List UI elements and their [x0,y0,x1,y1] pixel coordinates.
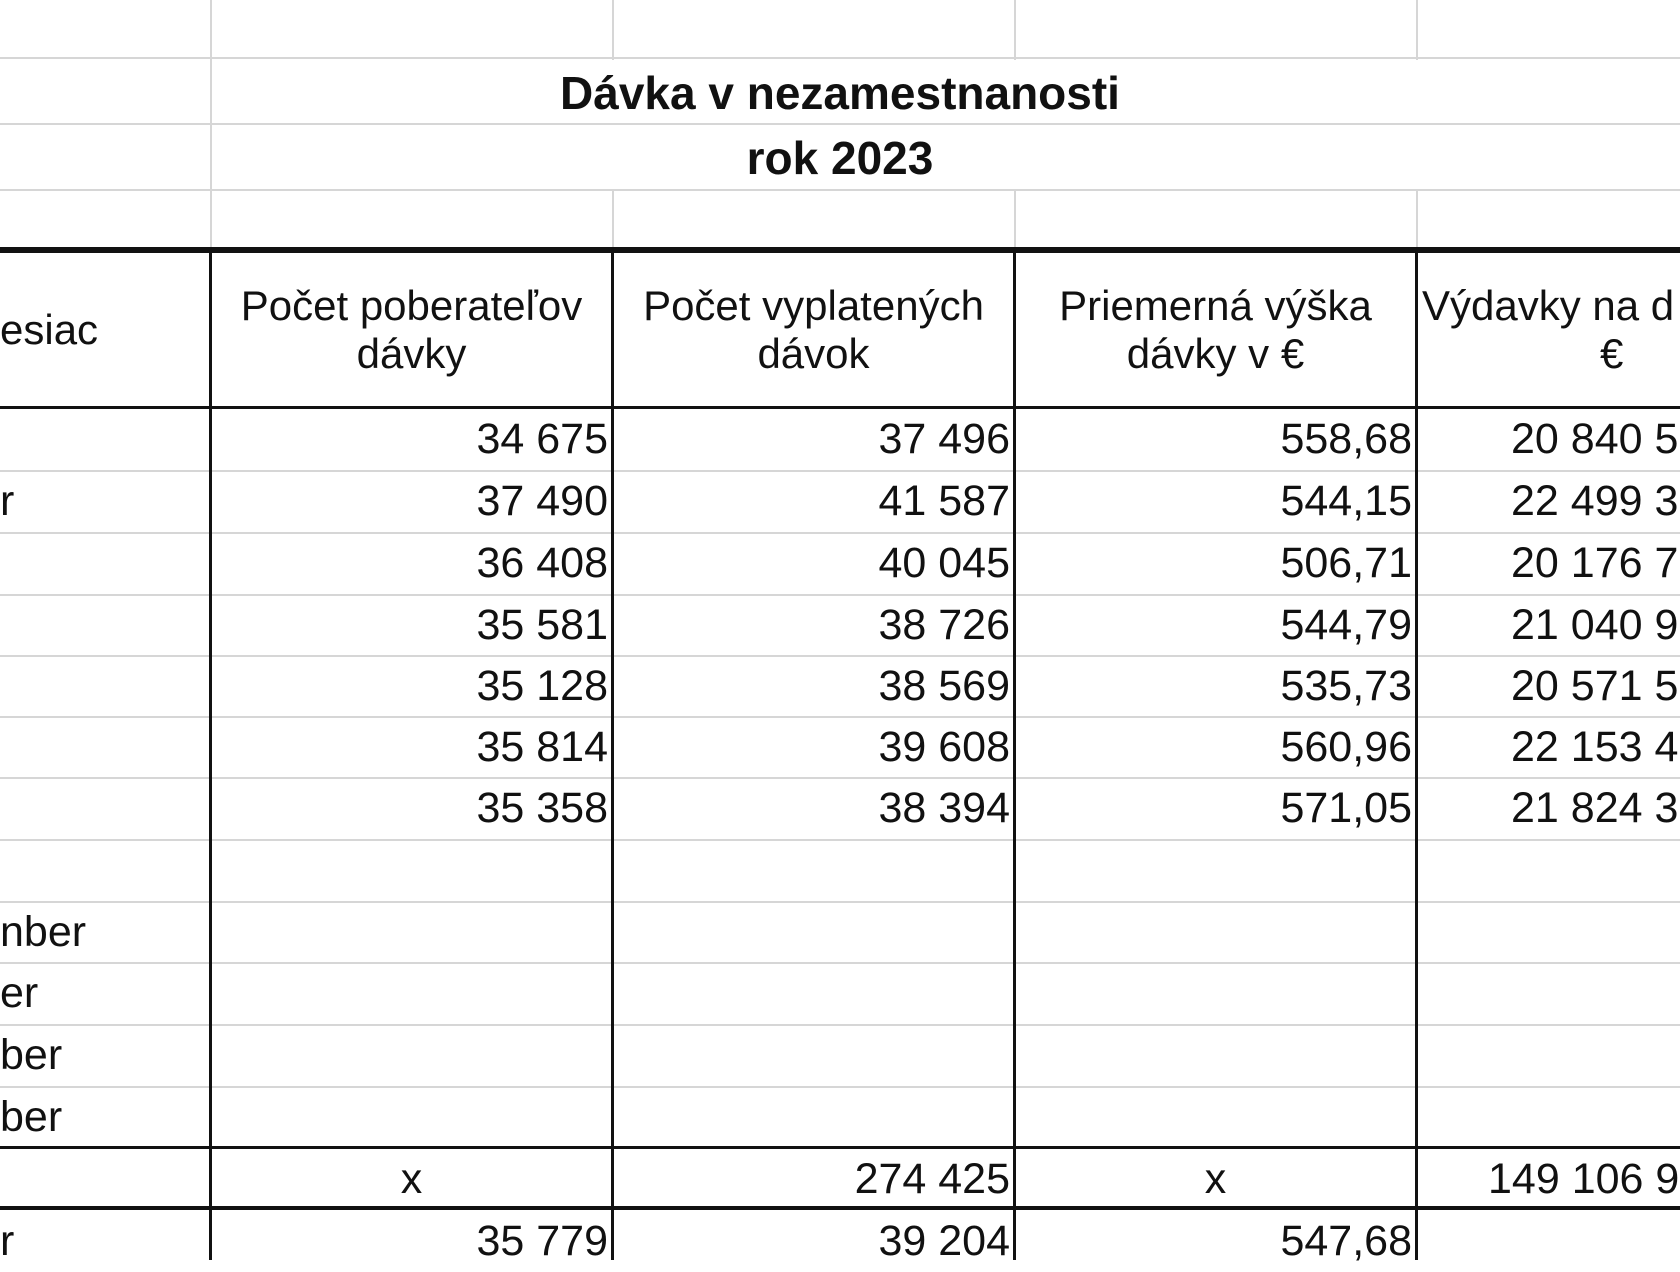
cell-recipients [212,962,608,1024]
header-line: dávky v € [1126,330,1305,377]
cell-recipients: 35 358 [476,784,608,832]
header-line: Počet vyplatených [643,282,984,329]
header-average [1016,282,1415,378]
total-label [0,1148,206,1210]
row-label: r [0,477,15,525]
gridline [1416,0,1418,60]
cell-expenses: 21 824 3 [1511,784,1679,832]
cell-paid: 41 587 [878,477,1010,525]
gridline [612,189,614,250]
cell-average [1016,1086,1412,1148]
cell-paid: 38 569 [878,662,1010,710]
cell-expenses [1418,1024,1680,1086]
row-label: ber [0,1031,63,1079]
cell-paid [614,962,1010,1024]
row-label: nber [0,908,87,956]
header-expenses [1418,282,1680,378]
header-paid [614,282,1013,378]
header-line: € [1600,330,1624,377]
average-paid: 39 204 [878,1217,1010,1265]
cell-expenses: 20 571 5 [1511,662,1679,710]
header-line: Výdavky na d [1422,282,1675,329]
cell-paid: 37 496 [878,415,1010,463]
cell-average [1016,1024,1412,1086]
cell-expenses: 20 176 7 [1511,539,1679,587]
row-label [0,408,206,470]
table-top-border [0,247,1680,253]
cell-average [1016,962,1412,1024]
cell-recipients [212,1086,608,1148]
cell-paid: 38 394 [878,784,1010,832]
row-label [0,839,206,901]
cell-average [1016,901,1412,963]
cell-recipients: 35 814 [476,723,608,771]
gridline [0,123,1680,125]
cell-average: 544,15 [1280,477,1412,525]
row-label [0,716,206,778]
cell-expenses: 22 153 4 [1511,723,1679,771]
gridline [612,0,614,60]
gridline [0,189,1680,191]
row-label: ber [0,1093,63,1141]
sheet-subtitle: rok 2023 [746,132,934,184]
cell-average: 544,79 [1280,601,1412,649]
cell-recipients [212,839,608,901]
cell-expenses [1418,839,1680,901]
gridline [1014,189,1016,250]
cell-paid: 38 726 [878,601,1010,649]
header-line: Počet poberateľov [240,282,583,329]
average-label: r [0,1217,15,1265]
header-month: esiac [0,306,99,353]
gridline [1014,0,1016,60]
total-paid: 274 425 [854,1155,1010,1203]
cell-paid [614,1086,1010,1148]
cell-expenses [1418,901,1680,963]
cell-paid: 39 608 [878,723,1010,771]
cell-average: 571,05 [1280,784,1412,832]
header-line: dávky [356,330,467,377]
row-label: er [0,969,39,1017]
total-recipients: x [400,1155,423,1203]
gridline [0,57,1680,59]
cell-recipients: 37 490 [476,477,608,525]
gridline [1416,189,1418,250]
cell-expenses: 20 840 5 [1511,415,1679,463]
row-label [0,532,206,594]
cell-recipients [212,1024,608,1086]
cell-average: 506,71 [1280,539,1412,587]
cell-recipients: 36 408 [476,539,608,587]
cell-paid [614,839,1010,901]
cell-recipients: 35 581 [476,601,608,649]
cell-average: 560,96 [1280,723,1412,771]
row-label [0,655,206,717]
total-average: x [1204,1155,1227,1203]
cell-paid [614,901,1010,963]
header-line: dávok [757,330,870,377]
cell-average [1016,839,1412,901]
cell-expenses [1418,1086,1680,1148]
cell-expenses [1418,962,1680,1024]
row-label [0,777,206,839]
cell-average: 558,68 [1280,415,1412,463]
gridline [210,0,212,250]
row-label [0,594,206,656]
cell-recipients: 35 128 [476,662,608,710]
cell-recipients: 34 675 [476,415,608,463]
cell-expenses: 22 499 3 [1511,477,1679,525]
cell-paid: 40 045 [878,539,1010,587]
sheet-title: Dávka v nezamestnanosti [560,67,1120,119]
total-expenses: 149 106 9 [1488,1155,1680,1203]
header-line: Priemerná výška [1059,282,1372,329]
average-average: 547,68 [1280,1217,1412,1265]
cell-recipients [212,901,608,963]
header-recipients [212,282,611,378]
cell-paid [614,1024,1010,1086]
cell-expenses: 21 040 9 [1511,601,1679,649]
average-recipients: 35 779 [476,1217,608,1265]
cell-average: 535,73 [1280,662,1412,710]
